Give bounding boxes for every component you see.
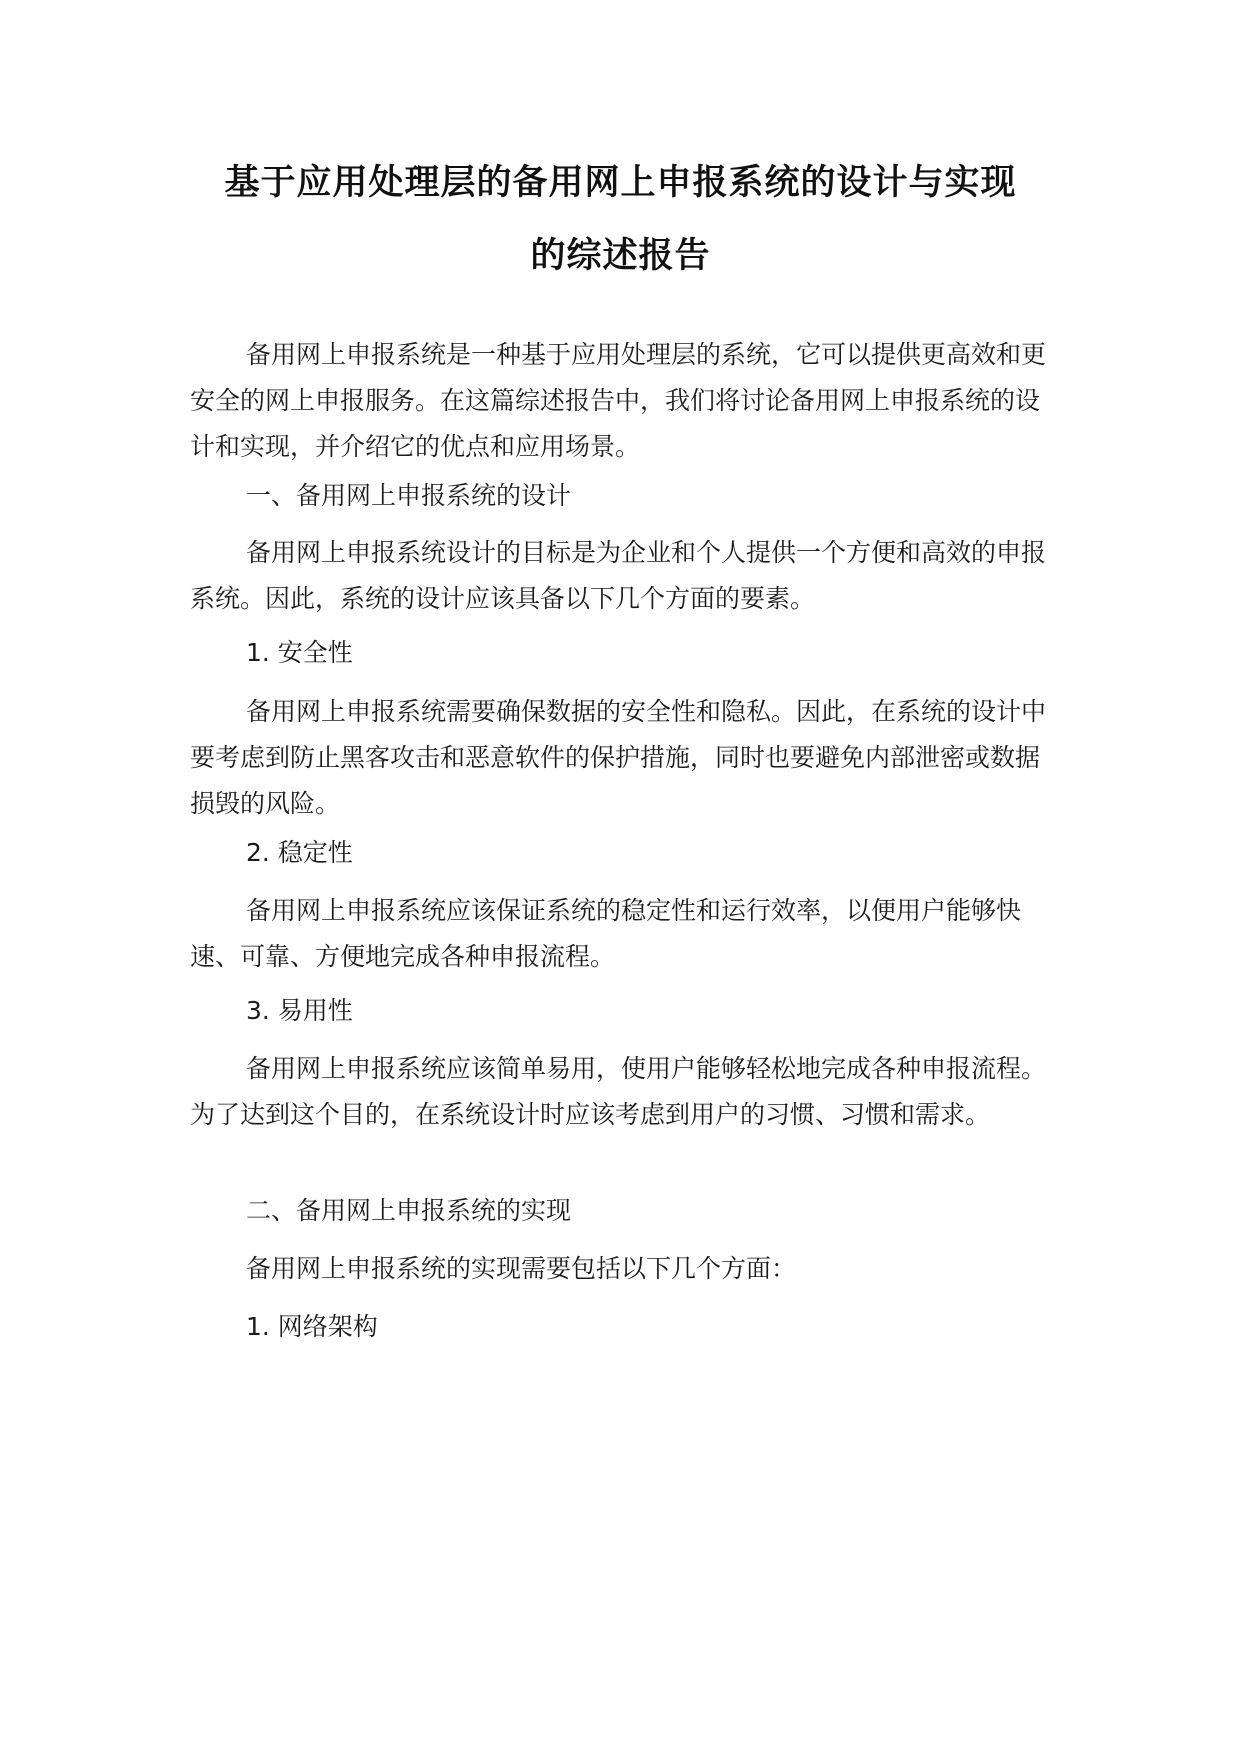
- item1-heading: 1. 安全性: [246, 638, 353, 667]
- item3-paragraph: 备用网上申报系统应该简单易用，使用户能够轻松地完成各种申报流程。为了达到这个目的，在系统设计时应该考虑到用户的习惯、习惯和需求。: [190, 1054, 1047, 1129]
- section2-paragraph: 备用网上申报系统的实现需要包括以下几个方面：: [246, 1254, 797, 1283]
- item3-heading: 3. 易用性: [246, 996, 353, 1025]
- section2-heading: 二、备用网上申报系统的实现: [246, 1196, 572, 1225]
- document-title-line1: 基于应用处理层的备用网上申报系统的设计与实现: [224, 163, 1017, 203]
- item2-heading: 2. 稳定性: [246, 838, 353, 867]
- section1-heading: 一、备用网上申报系统的设计: [246, 481, 572, 510]
- section1-paragraph: 备用网上申报系统设计的目标是为企业和个人提供一个方便和高效的申报系统。因此，系统的设计应该具备以下几个方面的要素。: [190, 538, 1047, 613]
- intro-paragraph: 备用网上申报系统是一种基于应用处理层的系统，它可以提供更高效和更安全的网上申报服务。在这篇综述报告中，我们将讨论备用网上申报系统的设计和实现，并介绍它的优点和应用场景。: [190, 340, 1047, 461]
- item1-paragraph: 备用网上申报系统需要确保数据的安全性和隐私。因此，在系统的设计中要考虑到防止黑客攻击和恶意软件的保护措施，同时也要避免内部泄密或数据损毁的风险。: [190, 697, 1047, 818]
- document-title-line2: 的综述报告: [530, 236, 711, 276]
- item2-paragraph: 备用网上申报系统应该保证系统的稳定性和运行效率，以便用户能够快速、可靠、方便地完成各种申报流程。: [190, 896, 1022, 971]
- impl1-heading: 1. 网络架构: [246, 1312, 378, 1341]
